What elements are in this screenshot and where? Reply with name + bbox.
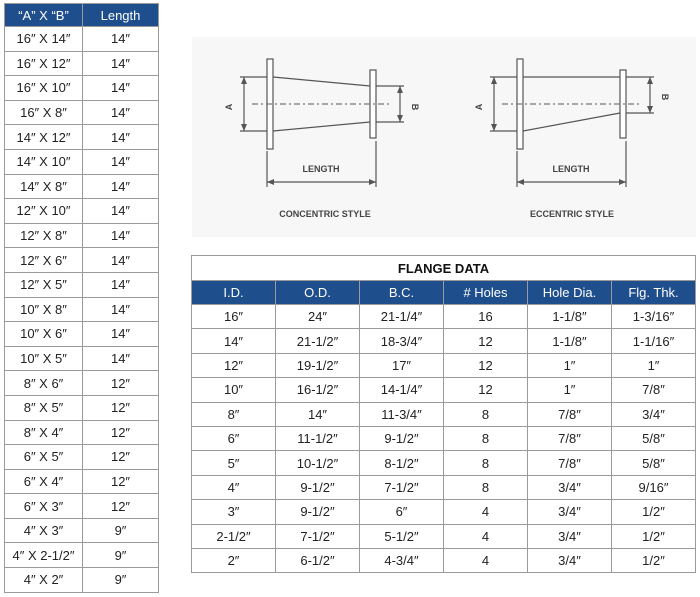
flg-thk-cell: 1-3/16″ bbox=[612, 305, 696, 329]
od-cell: 9-1/2″ bbox=[276, 500, 360, 524]
eccentric-a-label: A bbox=[474, 103, 484, 111]
size-table-row bbox=[5, 322, 159, 347]
hole-dia-cell: 1-1/8″ bbox=[528, 305, 612, 329]
size-table-row bbox=[5, 420, 159, 445]
id-cell: 8″ bbox=[192, 402, 276, 426]
flg-thk-cell: 1/2″ bbox=[612, 548, 696, 572]
eccentric-caption: ECCENTRIC STYLE bbox=[529, 209, 615, 219]
size-table-row bbox=[5, 445, 159, 470]
size-cell: 12″ X 8″ bbox=[5, 223, 83, 248]
size-table-row bbox=[5, 174, 159, 199]
holes-cell: 16 bbox=[444, 305, 528, 329]
od-cell: 19-1/2″ bbox=[276, 353, 360, 377]
size-cell: 16″ X 12″ bbox=[5, 51, 83, 76]
length-cell: 14″ bbox=[83, 149, 159, 174]
length-cell: 14″ bbox=[83, 199, 159, 224]
flange-table-row bbox=[192, 402, 696, 426]
size-cell: 12″ X 6″ bbox=[5, 248, 83, 273]
flg-thk-cell: 1-1/16″ bbox=[612, 329, 696, 353]
id-cell: 3″ bbox=[192, 500, 276, 524]
size-table-header-size: “A” X “B” bbox=[5, 4, 83, 27]
reducer-diagrams bbox=[192, 37, 696, 237]
flange-table-row bbox=[192, 475, 696, 499]
size-table-header-row bbox=[5, 4, 159, 27]
hole-dia-cell: 1″ bbox=[528, 378, 612, 402]
flange-header-bc: B.C. bbox=[360, 281, 444, 305]
flange-table-row bbox=[192, 378, 696, 402]
flg-thk-cell: 1/2″ bbox=[612, 500, 696, 524]
size-cell: 10″ X 5″ bbox=[5, 346, 83, 371]
id-cell: 2″ bbox=[192, 548, 276, 572]
size-table-row bbox=[5, 272, 159, 297]
size-cell: 12″ X 5″ bbox=[5, 272, 83, 297]
flange-header-id: I.D. bbox=[192, 281, 276, 305]
id-cell: 5″ bbox=[192, 451, 276, 475]
id-cell: 2-1/2″ bbox=[192, 524, 276, 548]
flange-table-row bbox=[192, 451, 696, 475]
size-table-row bbox=[5, 248, 159, 273]
od-cell: 11-1/2″ bbox=[276, 426, 360, 450]
od-cell: 24″ bbox=[276, 305, 360, 329]
size-table-row bbox=[5, 149, 159, 174]
size-table-row bbox=[5, 51, 159, 76]
od-cell: 7-1/2″ bbox=[276, 524, 360, 548]
length-cell: 14″ bbox=[83, 76, 159, 101]
flange-data-table bbox=[191, 255, 696, 573]
length-cell: 14″ bbox=[83, 248, 159, 273]
length-cell: 14″ bbox=[83, 100, 159, 125]
size-length-table bbox=[4, 3, 159, 593]
hole-dia-cell: 3/4″ bbox=[528, 548, 612, 572]
flg-thk-cell: 1/2″ bbox=[612, 524, 696, 548]
holes-cell: 4 bbox=[444, 500, 528, 524]
length-cell: 12″ bbox=[83, 371, 159, 396]
size-table-row bbox=[5, 76, 159, 101]
hole-dia-cell: 7/8″ bbox=[528, 426, 612, 450]
length-cell: 14″ bbox=[83, 272, 159, 297]
flg-thk-cell: 5/8″ bbox=[612, 426, 696, 450]
length-cell: 12″ bbox=[83, 494, 159, 519]
length-cell: 14″ bbox=[83, 223, 159, 248]
flange-header-flg-thk: Flg. Thk. bbox=[612, 281, 696, 305]
bc-cell: 9-1/2″ bbox=[360, 426, 444, 450]
id-cell: 6″ bbox=[192, 426, 276, 450]
size-cell: 16″ X 14″ bbox=[5, 27, 83, 52]
hole-dia-cell: 3/4″ bbox=[528, 500, 612, 524]
size-cell: 10″ X 8″ bbox=[5, 297, 83, 322]
size-cell: 8″ X 6″ bbox=[5, 371, 83, 396]
bc-cell: 4-3/4″ bbox=[360, 548, 444, 572]
id-cell: 4″ bbox=[192, 475, 276, 499]
holes-cell: 8 bbox=[444, 426, 528, 450]
concentric-b-label: B bbox=[410, 103, 420, 111]
bc-cell: 7-1/2″ bbox=[360, 475, 444, 499]
flange-table-header-row bbox=[192, 281, 696, 305]
od-cell: 6-1/2″ bbox=[276, 548, 360, 572]
bc-cell: 11-3/4″ bbox=[360, 402, 444, 426]
hole-dia-cell: 3/4″ bbox=[528, 475, 612, 499]
size-table-row bbox=[5, 27, 159, 52]
size-table-header-length: Length bbox=[83, 4, 159, 27]
bc-cell: 17″ bbox=[360, 353, 444, 377]
bc-cell: 6″ bbox=[360, 500, 444, 524]
holes-cell: 4 bbox=[444, 548, 528, 572]
od-cell: 10-1/2″ bbox=[276, 451, 360, 475]
concentric-length-label: LENGTH bbox=[302, 164, 340, 174]
size-cell: 16″ X 10″ bbox=[5, 76, 83, 101]
holes-cell: 8 bbox=[444, 451, 528, 475]
od-cell: 16-1/2″ bbox=[276, 378, 360, 402]
size-table-row bbox=[5, 100, 159, 125]
flange-table-row bbox=[192, 524, 696, 548]
flg-thk-cell: 9/16″ bbox=[612, 475, 696, 499]
size-table-row bbox=[5, 518, 159, 543]
size-cell: 8″ X 5″ bbox=[5, 395, 83, 420]
id-cell: 14″ bbox=[192, 329, 276, 353]
size-cell: 12″ X 10″ bbox=[5, 199, 83, 224]
holes-cell: 12 bbox=[444, 378, 528, 402]
bc-cell: 5-1/2″ bbox=[360, 524, 444, 548]
size-table-body bbox=[5, 27, 159, 593]
holes-cell: 12 bbox=[444, 353, 528, 377]
size-cell: 4″ X 2-1/2″ bbox=[5, 543, 83, 568]
flange-header-od: O.D. bbox=[276, 281, 360, 305]
bc-cell: 8-1/2″ bbox=[360, 451, 444, 475]
size-cell: 8″ X 4″ bbox=[5, 420, 83, 445]
flange-table-row bbox=[192, 500, 696, 524]
size-cell: 4″ X 2″ bbox=[5, 568, 83, 593]
eccentric-b-label: B bbox=[660, 93, 670, 101]
size-table-row bbox=[5, 297, 159, 322]
eccentric-length-label: LENGTH bbox=[552, 164, 590, 174]
bc-cell: 21-1/4″ bbox=[360, 305, 444, 329]
size-cell: 14″ X 12″ bbox=[5, 125, 83, 150]
size-cell: 6″ X 4″ bbox=[5, 469, 83, 494]
hole-dia-cell: 1″ bbox=[528, 353, 612, 377]
size-cell: 4″ X 3″ bbox=[5, 518, 83, 543]
holes-cell: 8 bbox=[444, 402, 528, 426]
size-table-row bbox=[5, 494, 159, 519]
size-table-row bbox=[5, 371, 159, 396]
length-cell: 14″ bbox=[83, 51, 159, 76]
size-cell: 10″ X 6″ bbox=[5, 322, 83, 347]
size-cell: 14″ X 10″ bbox=[5, 149, 83, 174]
size-table-row bbox=[5, 469, 159, 494]
length-cell: 14″ bbox=[83, 322, 159, 347]
flange-table-row bbox=[192, 548, 696, 572]
concentric-caption: CONCENTRIC STYLE bbox=[279, 209, 371, 219]
size-cell: 16″ X 8″ bbox=[5, 100, 83, 125]
holes-cell: 8 bbox=[444, 475, 528, 499]
bc-cell: 14-1/4″ bbox=[360, 378, 444, 402]
length-cell: 14″ bbox=[83, 27, 159, 52]
holes-cell: 4 bbox=[444, 524, 528, 548]
size-cell: 14″ X 8″ bbox=[5, 174, 83, 199]
length-cell: 9″ bbox=[83, 518, 159, 543]
flg-thk-cell: 3/4″ bbox=[612, 402, 696, 426]
length-cell: 14″ bbox=[83, 297, 159, 322]
size-table-row bbox=[5, 395, 159, 420]
od-cell: 9-1/2″ bbox=[276, 475, 360, 499]
length-cell: 12″ bbox=[83, 395, 159, 420]
flange-table-title: FLANGE DATA bbox=[192, 256, 696, 281]
hole-dia-cell: 7/8″ bbox=[528, 451, 612, 475]
id-cell: 10″ bbox=[192, 378, 276, 402]
length-cell: 9″ bbox=[83, 568, 159, 593]
hole-dia-cell: 3/4″ bbox=[528, 524, 612, 548]
length-cell: 14″ bbox=[83, 125, 159, 150]
od-cell: 21-1/2″ bbox=[276, 329, 360, 353]
flange-header-holes: # Holes bbox=[444, 281, 528, 305]
flange-table-row bbox=[192, 426, 696, 450]
size-table-row bbox=[5, 199, 159, 224]
size-table-row bbox=[5, 568, 159, 593]
size-table-row bbox=[5, 346, 159, 371]
id-cell: 12″ bbox=[192, 353, 276, 377]
flange-table-row bbox=[192, 329, 696, 353]
flg-thk-cell: 7/8″ bbox=[612, 378, 696, 402]
hole-dia-cell: 1-1/8″ bbox=[528, 329, 612, 353]
flg-thk-cell: 5/8″ bbox=[612, 451, 696, 475]
flange-header-hole-dia: Hole Dia. bbox=[528, 281, 612, 305]
length-cell: 14″ bbox=[83, 346, 159, 371]
reducer-diagram-svg bbox=[192, 37, 696, 237]
size-table-row bbox=[5, 125, 159, 150]
flange-table-row bbox=[192, 305, 696, 329]
length-cell: 12″ bbox=[83, 445, 159, 470]
size-cell: 6″ X 5″ bbox=[5, 445, 83, 470]
hole-dia-cell: 7/8″ bbox=[528, 402, 612, 426]
size-table-row bbox=[5, 223, 159, 248]
flange-table-body bbox=[192, 305, 696, 573]
length-cell: 14″ bbox=[83, 174, 159, 199]
bc-cell: 18-3/4″ bbox=[360, 329, 444, 353]
concentric-a-label: A bbox=[224, 103, 234, 111]
length-cell: 9″ bbox=[83, 543, 159, 568]
length-cell: 12″ bbox=[83, 420, 159, 445]
length-cell: 12″ bbox=[83, 469, 159, 494]
size-cell: 6″ X 3″ bbox=[5, 494, 83, 519]
flange-table-row bbox=[192, 353, 696, 377]
id-cell: 16″ bbox=[192, 305, 276, 329]
flg-thk-cell: 1″ bbox=[612, 353, 696, 377]
holes-cell: 12 bbox=[444, 329, 528, 353]
size-table-row bbox=[5, 543, 159, 568]
od-cell: 14″ bbox=[276, 402, 360, 426]
